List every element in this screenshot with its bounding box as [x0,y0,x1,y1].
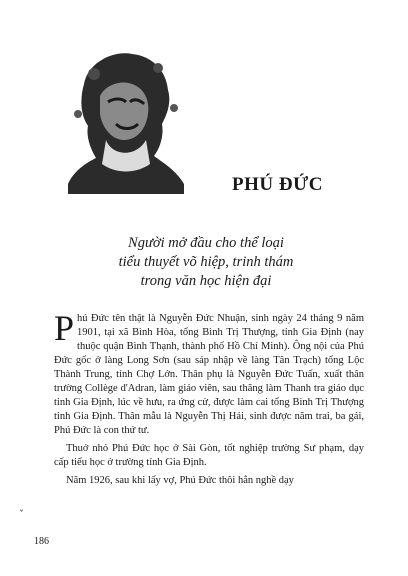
paragraph: Năm 1926, sau khi lấy vợ, Phú Đức thôi hẳn nghề dạy [66,475,294,486]
article-body [54,308,364,488]
paragraph [54,308,364,438]
page-number: 186 [34,536,49,547]
author-portrait [66,44,186,194]
subtitle-line: trong văn học hiện đại [140,273,272,289]
subtitle-line: Người mở đầu cho thể loại [128,235,284,251]
drop-cap: P [54,308,75,348]
margin-mark: ˇ [19,510,24,521]
paragraph-text: hú Đức tên thật là Nguyễn Đức Nhuận, sinh ngày 24 tháng 9 năm 1901, tại xã Bình Hòa, tổng Bình Trị Thượng, tỉnh Gia Định (nay thuộc quận Bình Thạnh, thành phố Hồ Chí Minh). Ông nội của Phú Đức gốc ở làng Long Sơn (sau sáp nhập về làng Tân Trạch) tổng Lộc Thành Trung, tỉnh Chợ Lớn. Thân phụ là Nguyễn Đức Tuấn, xuất thân trường Collège d'Adran, làm giáo viên, sau thăng làm Thanh tra giáo dục tỉnh Gia Định, lúc về hưu, ra ứng cử, được làm cai tổng Bình Trị Thượng tỉnh Gia Định. Thân mẫu là Nguyễn Thị Hải, sinh được năm trai, ba gái, Phú Đức là con thứ tư. [54,313,364,436]
article-title: PHÚ ĐỨC [232,174,323,195]
paragraph: Thuở nhỏ Phú Đức học ở Sài Gòn, tốt nghiệp trường Sư phạm, dạy cấp tiểu học ở trường tỉnh Gia Định. [54,443,364,468]
article-subtitle [96,234,316,291]
subtitle-line: tiểu thuyết võ hiệp, trinh thám [118,254,294,270]
